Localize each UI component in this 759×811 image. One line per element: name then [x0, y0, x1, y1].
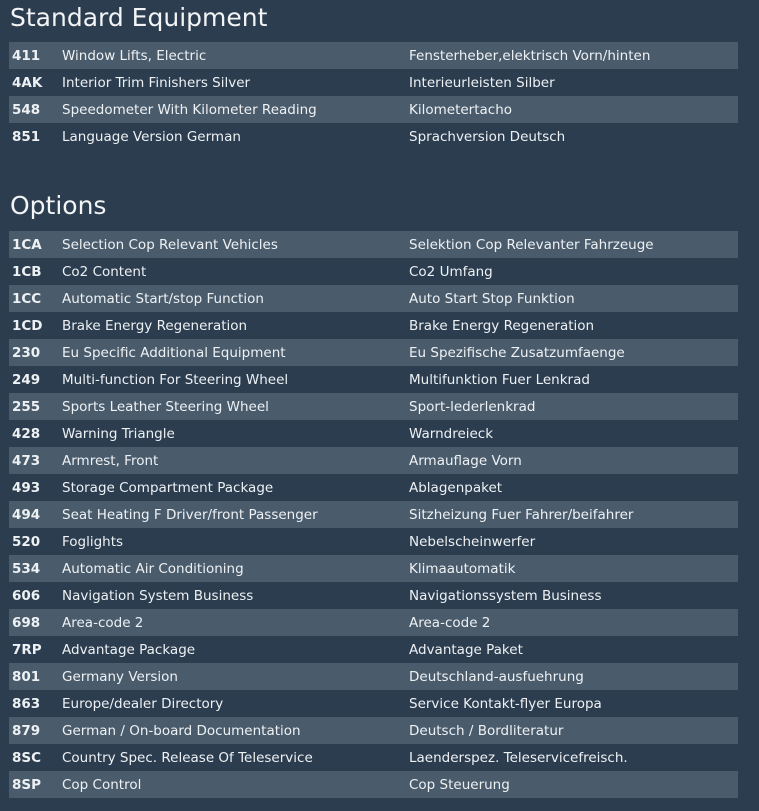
german-description: Interieurleisten Silber [409, 74, 555, 91]
table-row [9, 366, 738, 393]
equipment-code: 606 [12, 587, 41, 604]
english-description: Armrest, Front [62, 452, 159, 469]
english-description: Co2 Content [62, 263, 147, 280]
table-row [9, 663, 738, 690]
equipment-code: 1CB [12, 263, 42, 280]
german-description: Deutschland-ausfuehrung [409, 668, 584, 685]
equipment-code: 8SP [12, 776, 42, 793]
table-row [9, 717, 738, 744]
equipment-code: 1CC [12, 290, 42, 307]
german-description: Eu Spezifische Zusatzumfaenge [409, 344, 625, 361]
english-description: Germany Version [62, 668, 178, 685]
english-description: Multi-function For Steering Wheel [62, 371, 289, 388]
equipment-code: 879 [12, 722, 41, 739]
table-row [9, 636, 738, 663]
equipment-code: 411 [12, 47, 41, 64]
english-description: Sports Leather Steering Wheel [62, 398, 269, 415]
english-description: Foglights [62, 533, 124, 550]
table-row [9, 771, 738, 798]
equipment-code: 428 [12, 425, 41, 442]
equipment-code: 801 [12, 668, 41, 685]
english-description: Warning Triangle [62, 425, 175, 442]
equipment-code: 548 [12, 101, 41, 118]
table-row [9, 744, 738, 771]
english-description: German / On-board Documentation [62, 722, 301, 739]
german-description: Area-code 2 [409, 614, 491, 631]
table-row [9, 312, 738, 339]
table-row [9, 42, 738, 69]
german-description: Sprachversion Deutsch [409, 128, 566, 145]
english-description: Country Spec. Release Of Teleservice [62, 749, 313, 766]
table-row [9, 123, 738, 150]
equipment-code: 520 [12, 533, 41, 550]
table-row [9, 555, 738, 582]
equipment-code: 863 [12, 695, 41, 712]
table-row [9, 690, 738, 717]
table-row [9, 393, 738, 420]
standard-equipment-table [9, 42, 738, 150]
english-description: Speedometer With Kilometer Reading [62, 101, 317, 118]
german-description: Armauflage Vorn [409, 452, 522, 469]
english-description: Advantage Package [62, 641, 196, 658]
german-description: Laenderspez. Teleservicefreisch. [409, 749, 628, 766]
english-description: Interior Trim Finishers Silver [62, 74, 251, 91]
equipment-code: 493 [12, 479, 41, 496]
equipment-code: 534 [12, 560, 41, 577]
table-row [9, 447, 738, 474]
german-description: Fensterheber,elektrisch Vorn/hinten [409, 47, 651, 64]
equipment-code: 494 [12, 506, 41, 523]
english-description: Eu Specific Additional Equipment [62, 344, 286, 361]
german-description: Multifunktion Fuer Lenkrad [409, 371, 590, 388]
german-description: Kilometertacho [409, 101, 513, 118]
english-description: Language Version German [62, 128, 241, 145]
german-description: Navigationssystem Business [409, 587, 602, 604]
english-description: Brake Energy Regeneration [62, 317, 248, 334]
options-table [9, 231, 738, 798]
table-row [9, 285, 738, 312]
options-heading: Options [10, 191, 107, 220]
table-row [9, 528, 738, 555]
equipment-code: 7RP [12, 641, 42, 658]
german-description: Service Kontakt-flyer Europa [409, 695, 602, 712]
equipment-code: 698 [12, 614, 41, 631]
table-row [9, 420, 738, 447]
german-description: Selektion Cop Relevanter Fahrzeuge [409, 236, 654, 253]
german-description: Ablagenpaket [409, 479, 503, 496]
equipment-code: 1CD [12, 317, 43, 334]
german-description: Deutsch / Bordliteratur [409, 722, 564, 739]
equipment-code: 249 [12, 371, 41, 388]
german-description: Cop Steuerung [409, 776, 510, 793]
table-row [9, 501, 738, 528]
equipment-code: 473 [12, 452, 41, 469]
equipment-code: 230 [12, 344, 41, 361]
german-description: Advantage Paket [409, 641, 523, 658]
german-description: Auto Start Stop Funktion [409, 290, 575, 307]
german-description: Brake Energy Regeneration [409, 317, 595, 334]
german-description: Co2 Umfang [409, 263, 493, 280]
english-description: Seat Heating F Driver/front Passenger [62, 506, 318, 523]
table-row [9, 96, 738, 123]
table-row [9, 69, 738, 96]
english-description: Storage Compartment Package [62, 479, 274, 496]
table-row [9, 474, 738, 501]
equipment-code: 4AK [12, 74, 43, 91]
english-description: Cop Control [62, 776, 142, 793]
table-row [9, 231, 738, 258]
english-description: Automatic Air Conditioning [62, 560, 244, 577]
english-description: Navigation System Business [62, 587, 254, 604]
german-description: Klimaautomatik [409, 560, 516, 577]
equipment-code: 8SC [12, 749, 42, 766]
german-description: Sitzheizung Fuer Fahrer/beifahrer [409, 506, 634, 523]
german-description: Nebelscheinwerfer [409, 533, 536, 550]
equipment-code: 1CA [12, 236, 42, 253]
table-row [9, 339, 738, 366]
english-description: Europe/dealer Directory [62, 695, 224, 712]
table-row [9, 609, 738, 636]
english-description: Automatic Start/stop Function [62, 290, 264, 307]
english-description: Window Lifts, Electric [62, 47, 207, 64]
table-row [9, 258, 738, 285]
english-description: Selection Cop Relevant Vehicles [62, 236, 278, 253]
german-description: Sport-lederlenkrad [409, 398, 536, 415]
standard-equipment-heading: Standard Equipment [10, 3, 268, 32]
table-row [9, 582, 738, 609]
equipment-code: 851 [12, 128, 41, 145]
equipment-code: 255 [12, 398, 41, 415]
english-description: Area-code 2 [62, 614, 144, 631]
german-description: Warndreieck [409, 425, 494, 442]
